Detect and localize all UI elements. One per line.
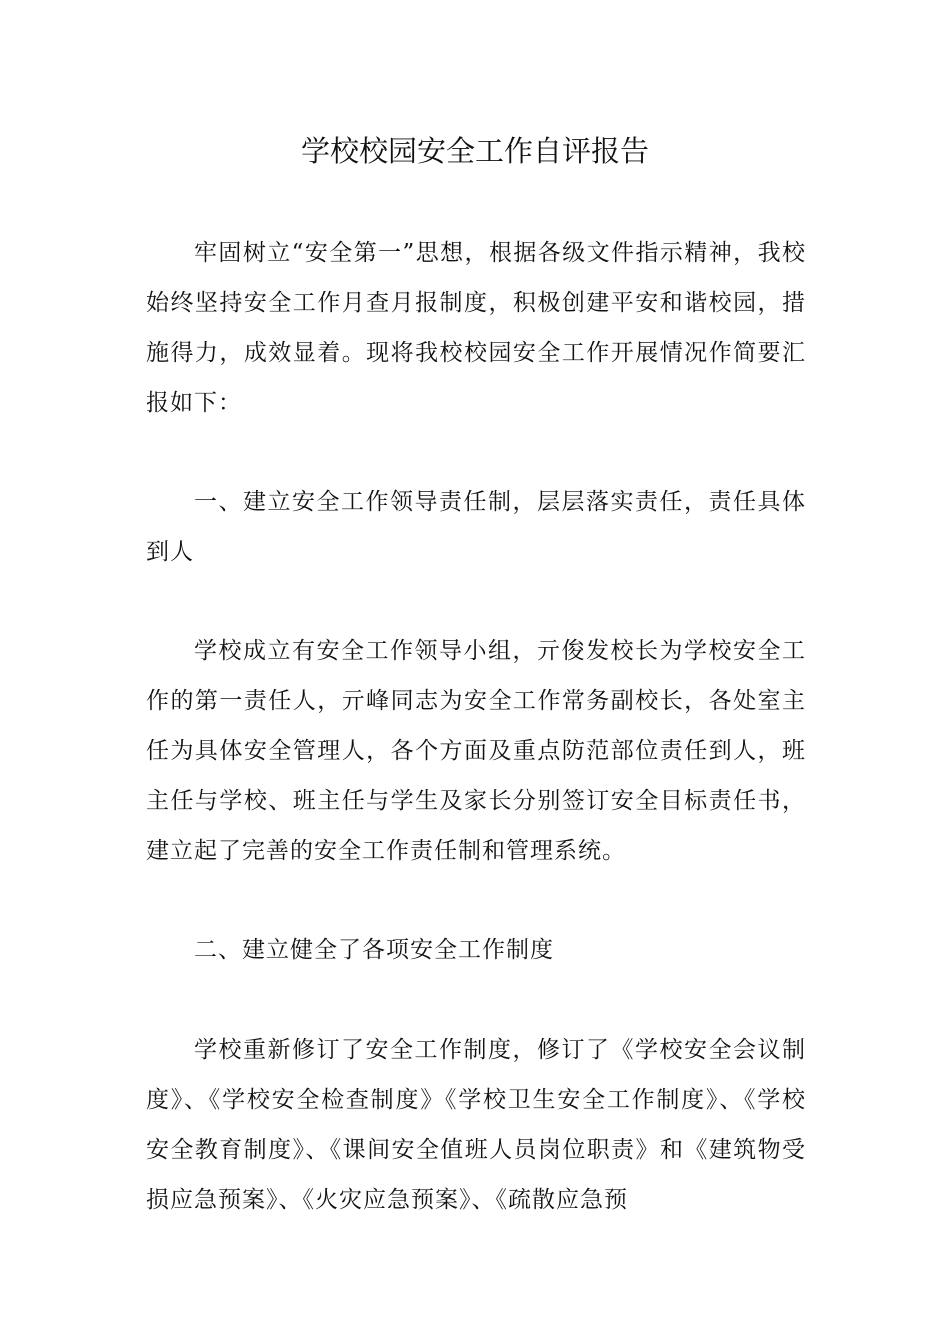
intro-block	[146, 228, 806, 428]
section-1-heading-block	[146, 477, 806, 577]
section-1-paragraph: 学校成立有安全工作领导小组，亓俊发校长为学校安全工作的第一责任人，亓峰同志为安全工作常务副校长，各处室主任为具体安全管理人，各个方面及重点防范部位责任到人，班主任与学校、班主任与学生及家长分别签订安全目标责任书，建立起了完善的安全工作责任制和管理系统。	[146, 638, 806, 864]
section-2-heading-block	[146, 925, 806, 975]
section-2-paragraph: 学校重新修订了安全工作制度，修订了《学校安全会议制度》、《学校安全检查制度》《学校卫生安全工作制度》、《学校安全教育制度》、《课间安全值班人员岗位职责》和《建筑物受损应急预案》、《火灾应急预案》、《疏散应急预	[146, 1037, 806, 1213]
section-1-heading: 一、建立安全工作领导责任制，层层落实责任，责任具体到人	[146, 489, 806, 565]
section-2-heading: 二、建立健全了各项安全工作制度	[194, 937, 554, 963]
intro-paragraph: 牢固树立“安全第一”思想，根据各级文件指示精神，我校始终坚持安全工作月查月报制度，积极创建平安和谐校园，措施得力，成效显着。现将我校校园安全工作开展情况作简要汇报如下：	[146, 240, 806, 416]
section-1-body-block	[146, 626, 806, 876]
document-title: 学校校园安全工作自评报告	[300, 134, 649, 168]
section-2-body-block	[146, 1025, 806, 1225]
